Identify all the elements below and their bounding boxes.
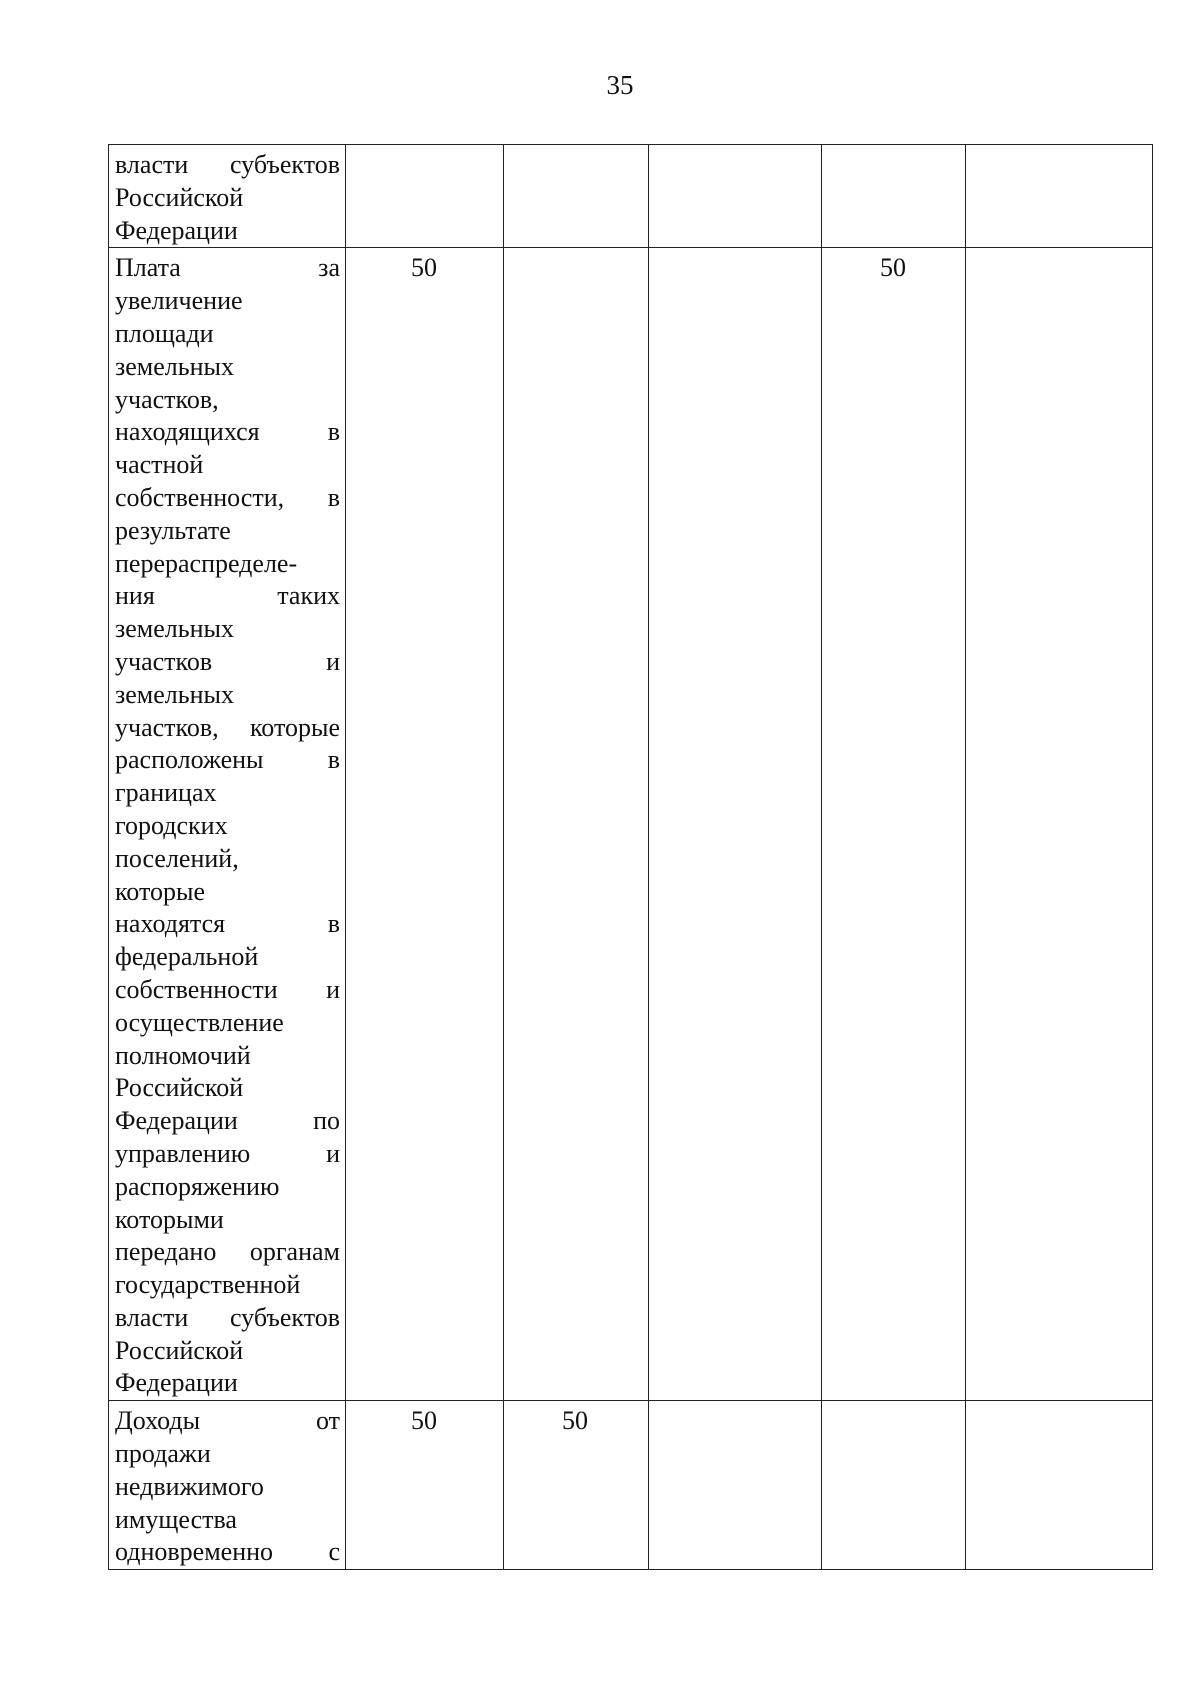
description-line: недвижимого (115, 1471, 264, 1501)
description-line: продажи (115, 1439, 211, 1469)
description-line: собственности, в (115, 482, 340, 512)
description-line: Плата за (115, 253, 340, 283)
description-line: Федерации (115, 1368, 238, 1398)
description-line: городских (115, 810, 228, 840)
share-value-cell-col-1 (346, 145, 504, 248)
share-value-cell-col-5 (966, 145, 1153, 248)
share-value-cell-col-4: 50 (822, 248, 966, 1401)
description-line: находящихся в (115, 417, 340, 447)
description-line: участков, которые (115, 712, 340, 742)
share-value-cell-col-2: 50 (504, 1401, 649, 1570)
description-line: находятся в (115, 909, 340, 939)
share-value-cell-col-4 (822, 1401, 966, 1570)
table-row (109, 248, 1153, 1401)
description-line: которыми (115, 1204, 224, 1234)
description-line: государственной (115, 1270, 301, 1300)
page-number: 35 (606, 70, 634, 100)
description-line: частной (115, 450, 204, 480)
description-line: площади (115, 318, 214, 348)
description-line: расположены в (115, 745, 340, 775)
description-line: федеральной (115, 942, 259, 972)
description-line: перераспределе- (115, 548, 298, 578)
revenue-description-cell (109, 1401, 346, 1570)
share-value-cell-col-3 (649, 248, 822, 1401)
description-line: власти субъектов (115, 150, 340, 179)
description-line: земельных (115, 679, 235, 709)
table-row (109, 1401, 1153, 1570)
table-row (109, 145, 1153, 248)
description-line: Российской (115, 1335, 244, 1365)
description-line: передано органам (115, 1237, 340, 1267)
description-line: земельных (115, 351, 235, 381)
description-line: Доходы от (115, 1406, 340, 1436)
share-value-cell-col-1: 50 (346, 248, 504, 1401)
description-line: управлению и (115, 1138, 340, 1168)
description-line: Федерации (115, 215, 238, 245)
description-line: земельных (115, 614, 235, 644)
share-value-cell-col-1: 50 (346, 1401, 504, 1570)
description-line: Российской (115, 182, 244, 212)
share-value-cell-col-5 (966, 248, 1153, 1401)
description-line: участков, (115, 384, 219, 414)
description-line: собственности и (115, 974, 340, 1004)
description-line: которые (115, 876, 205, 906)
description-line: увеличение (115, 286, 243, 316)
share-value-cell-col-5 (966, 1401, 1153, 1570)
description-line: участков и (115, 646, 340, 676)
share-value-cell-col-2 (504, 248, 649, 1401)
description-line: Российской (115, 1073, 244, 1103)
share-value-cell-col-4 (822, 145, 966, 248)
description-line: результате (115, 515, 231, 545)
description-line: одновременно с (115, 1537, 340, 1567)
share-value-cell-col-2 (504, 145, 649, 248)
description-line: поселений, (115, 843, 239, 873)
description-line: границах (115, 778, 217, 808)
revenue-description-cell (109, 145, 346, 248)
description-line: осуществление (115, 1007, 284, 1037)
table-body (109, 145, 1153, 1570)
share-value-cell-col-3 (649, 1401, 822, 1570)
revenue-description-cell (109, 248, 346, 1401)
description-line: полномочий (115, 1040, 251, 1070)
description-line: власти субъектов (115, 1302, 340, 1332)
budget-distribution-table (108, 144, 1153, 1570)
description-line: Федерации по (115, 1106, 340, 1136)
description-line: ния таких (115, 581, 340, 611)
share-value-cell-col-3 (649, 145, 822, 248)
description-line: распоряжению (115, 1171, 280, 1201)
description-line: имущества (115, 1504, 237, 1534)
